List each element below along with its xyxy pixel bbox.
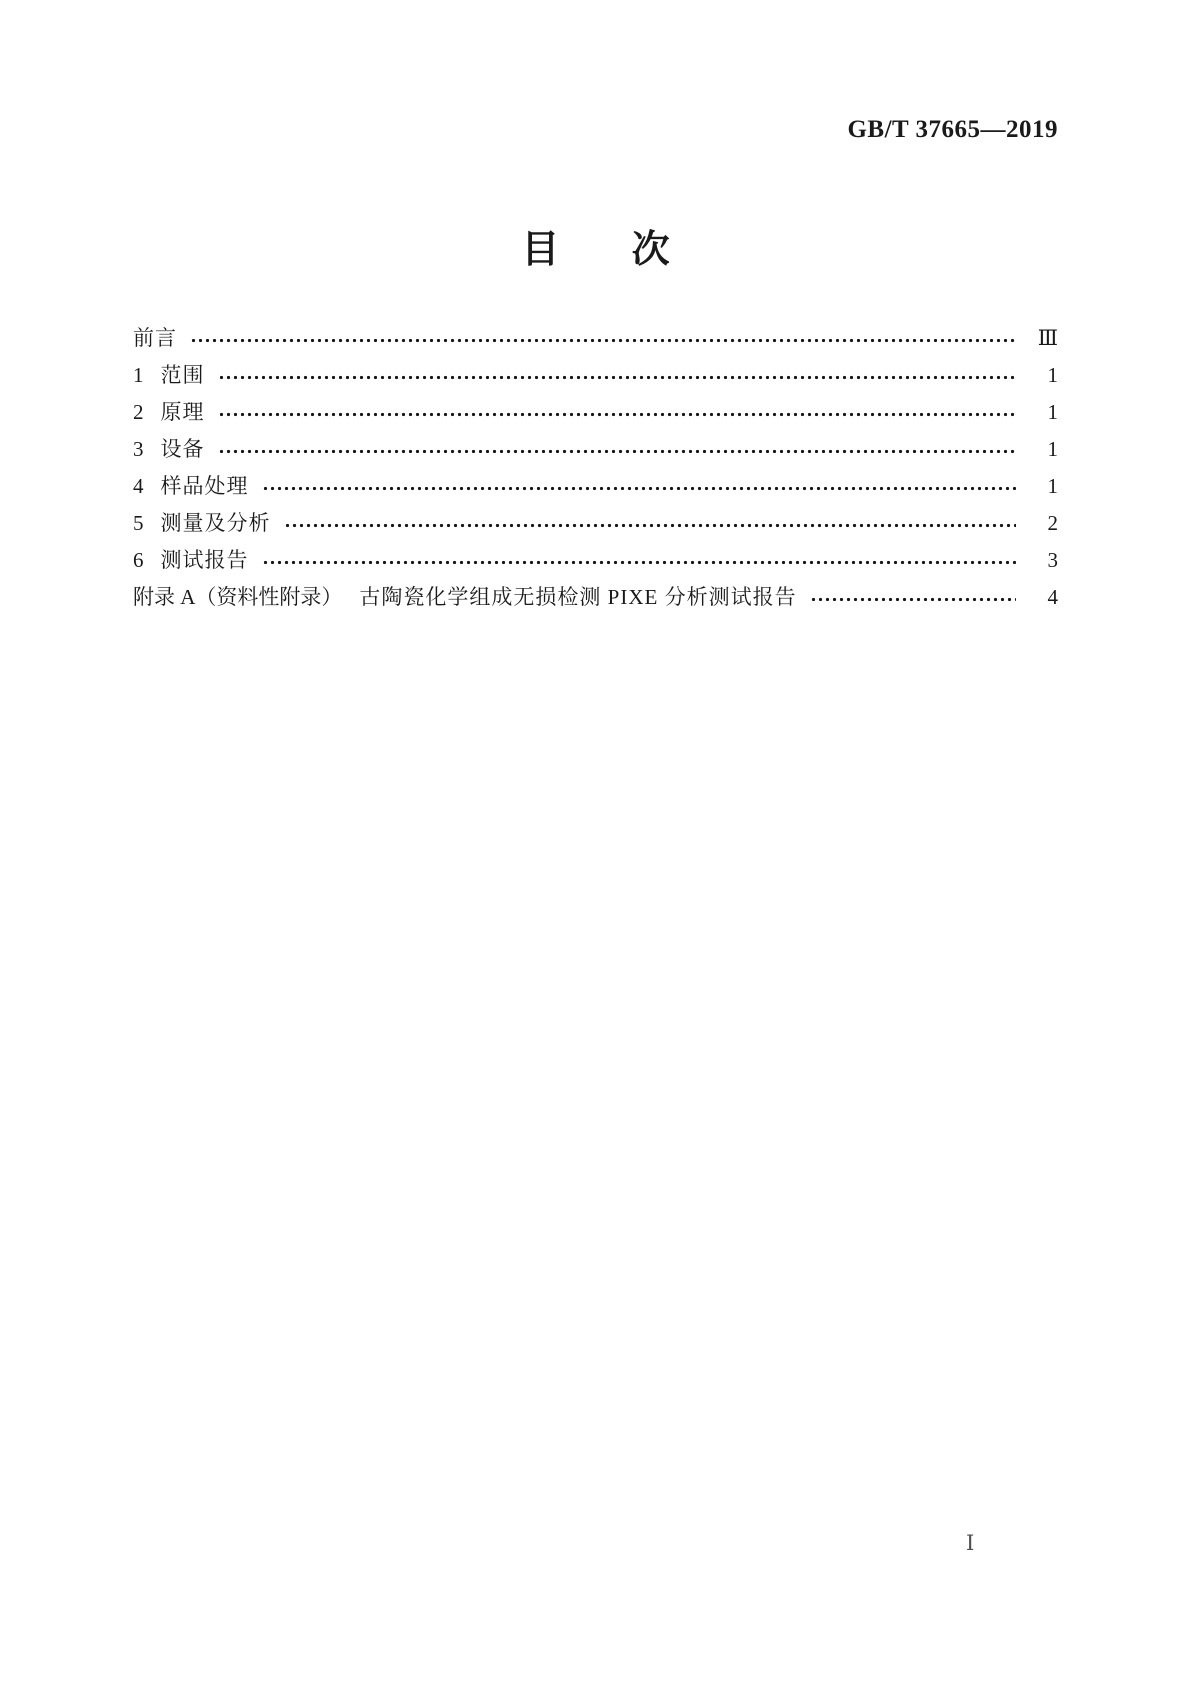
toc-entry-foreword bbox=[133, 320, 1058, 357]
standard-number: GB/T 37665—2019 bbox=[847, 116, 1058, 143]
toc-entry-page: Ⅲ bbox=[1037, 326, 1058, 350]
toc-entry-page: 1 bbox=[1047, 363, 1058, 387]
toc-entry-number: 3 bbox=[133, 437, 144, 461]
toc-entry-page: 3 bbox=[1047, 548, 1058, 572]
toc-entry-label: 原理 bbox=[160, 400, 205, 424]
dot-leader bbox=[190, 338, 1016, 343]
toc-entry-number: 5 bbox=[133, 511, 144, 535]
toc-entry-measurement-analysis bbox=[133, 505, 1058, 542]
dot-leader bbox=[284, 523, 1017, 528]
toc-entry-number: 1 bbox=[133, 363, 144, 387]
toc-entry-equipment bbox=[133, 431, 1058, 468]
toc-entry-number: 附录 A（资料性附录） bbox=[133, 585, 343, 609]
toc-entry-page: 2 bbox=[1047, 511, 1058, 535]
dot-leader bbox=[262, 560, 1017, 565]
toc-entry-label: 前言 bbox=[133, 326, 177, 350]
toc-entry-label: 样品处理 bbox=[160, 474, 249, 498]
toc-entry-page: 1 bbox=[1047, 437, 1058, 461]
toc-entry-principle bbox=[133, 394, 1058, 431]
dot-leader bbox=[262, 486, 1017, 491]
toc-entry-label: 测量及分析 bbox=[160, 511, 271, 535]
toc-entry-number: 4 bbox=[133, 474, 144, 498]
page-title: 目 次 bbox=[521, 229, 687, 271]
toc-entry-label: 设备 bbox=[160, 437, 205, 461]
toc-entry-sample-handling bbox=[133, 468, 1058, 505]
toc-entry-test-report bbox=[133, 542, 1058, 579]
toc-entry-label: 范围 bbox=[160, 363, 205, 387]
toc-entry-page: 4 bbox=[1047, 585, 1058, 609]
dot-leader bbox=[810, 597, 1016, 602]
dot-leader bbox=[218, 412, 1017, 417]
toc-entry-label: 古陶瓷化学组成无损检测 PIXE 分析测试报告 bbox=[359, 585, 797, 609]
dot-leader bbox=[218, 375, 1017, 380]
footer-page-number: Ⅰ bbox=[966, 1531, 975, 1555]
toc-entry-scope bbox=[133, 357, 1058, 394]
dot-leader bbox=[218, 449, 1017, 454]
toc-entry-label: 测试报告 bbox=[160, 548, 249, 572]
toc-entry-number: 2 bbox=[133, 400, 144, 424]
table-of-contents bbox=[133, 320, 1058, 616]
toc-entry-number: 6 bbox=[133, 548, 144, 572]
toc-entry-page: 1 bbox=[1047, 400, 1058, 424]
toc-entry-appendix-a bbox=[133, 579, 1058, 616]
toc-entry-page: 1 bbox=[1047, 474, 1058, 498]
